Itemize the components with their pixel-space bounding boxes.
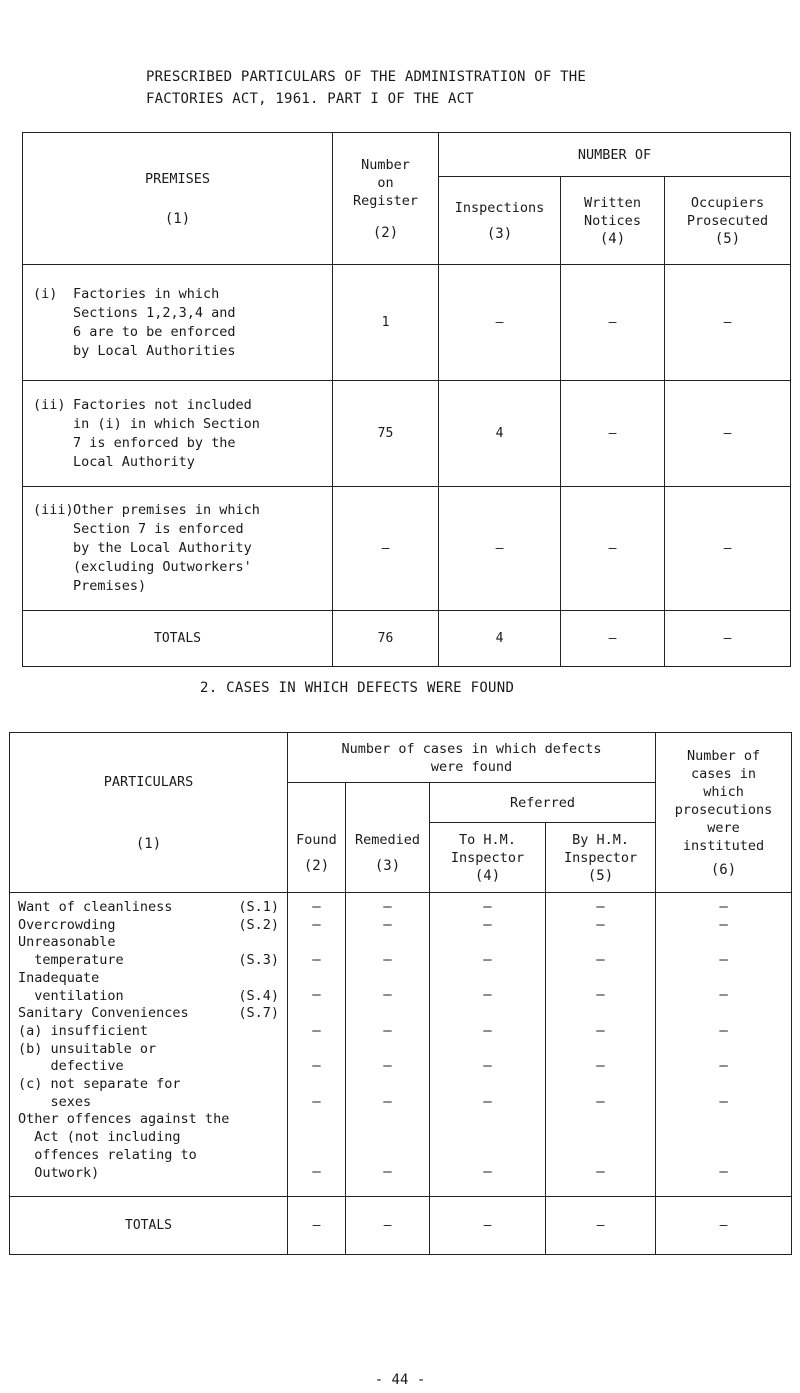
dash-value <box>430 970 545 988</box>
particulars-line <box>18 1058 287 1076</box>
dash-value <box>430 1005 545 1023</box>
particulars-text: Sanitary Conveniences <box>18 1005 189 1022</box>
dash-value <box>288 1129 345 1147</box>
particulars-line <box>18 1094 287 1112</box>
defects-table <box>9 732 792 1255</box>
dash-value: – <box>383 916 392 933</box>
particulars-text: Outwork) <box>18 1164 100 1181</box>
dash-value: – <box>312 1093 321 1110</box>
prosecuted-total: – <box>665 611 791 667</box>
dash-value <box>346 1005 429 1023</box>
particulars-line <box>18 917 287 935</box>
particulars-line <box>18 1023 287 1041</box>
dash-value <box>656 1111 791 1129</box>
dash-value: – <box>383 1058 392 1075</box>
dash-value: – <box>312 916 321 933</box>
dash-value <box>346 1076 429 1094</box>
premises-header: PREMISES (1) <box>23 133 333 265</box>
particulars-line <box>18 1041 287 1059</box>
remedied-header: Remedied (3) <box>346 783 430 893</box>
totals-label: TOTALS <box>23 611 333 667</box>
dash-value: – <box>483 952 492 969</box>
dash-value: – <box>483 1022 492 1039</box>
occupiers-prosecuted-header: Occupiers Prosecuted (5) <box>665 177 791 265</box>
page-number: - 44 - <box>374 1372 426 1388</box>
premises-cell: (iii) Other premises in which Section 7 is enforced by the Local Authority (excluding Outworkers' Premises) <box>23 487 333 611</box>
dash-value: – <box>383 952 392 969</box>
found-total: – <box>288 1197 346 1255</box>
particulars-line <box>18 1165 287 1183</box>
dash-value <box>346 1129 429 1147</box>
dash-value: – <box>596 916 605 933</box>
dash-value <box>656 1005 791 1023</box>
dash-value <box>288 970 345 988</box>
inspections-cell: 4 <box>439 381 561 487</box>
dash-value: – <box>483 1093 492 1110</box>
particulars-line <box>18 1076 287 1094</box>
dash-value <box>288 1111 345 1129</box>
dash-value: – <box>719 916 728 933</box>
particulars-text: Act (not including <box>18 1129 181 1146</box>
by-hm-inspector-header: By H.M. Inspector (5) <box>546 823 656 893</box>
particulars-text: Inadequate <box>18 969 100 986</box>
to-hm-total: – <box>430 1197 546 1255</box>
dash-value <box>288 1041 345 1059</box>
particulars-text: (c) not separate for <box>18 1076 181 1093</box>
dash-value <box>546 1076 655 1094</box>
dash-value: – <box>483 1164 492 1181</box>
dash-value: – <box>596 1022 605 1039</box>
dash-value <box>288 1147 345 1165</box>
prosecuted-cell: – <box>665 265 791 381</box>
dash-value: – <box>596 987 605 1004</box>
dash-value: – <box>596 952 605 969</box>
particulars-line <box>18 899 287 917</box>
dash-value: – <box>312 1022 321 1039</box>
dash-value <box>656 1076 791 1094</box>
particulars-line <box>18 970 287 988</box>
dash-value <box>346 934 429 952</box>
dash-value: – <box>383 899 392 915</box>
totals-label: TOTALS <box>10 1197 288 1255</box>
dash-value: – <box>483 916 492 933</box>
by-hm-total: – <box>546 1197 656 1255</box>
particulars-line <box>18 988 287 1006</box>
written-notices-header: Written Notices (4) <box>561 177 665 265</box>
remedied-cell <box>346 893 430 1197</box>
dash-value: – <box>596 1093 605 1110</box>
by-hm-cell <box>546 893 656 1197</box>
dash-value <box>346 970 429 988</box>
particulars-line <box>18 1129 287 1147</box>
register-total: 76 <box>333 611 439 667</box>
premises-cell: (i) Factories in which Sections 1,2,3,4 and 6 are to be enforced by Local Authorities <box>23 265 333 381</box>
table-row <box>23 381 791 487</box>
particulars-text: Other offences against the <box>18 1111 230 1128</box>
particulars-text: Unreasonable <box>18 934 116 951</box>
register-cell: – <box>333 487 439 611</box>
dash-value: – <box>719 1058 728 1075</box>
found-cell <box>288 893 346 1197</box>
dash-value <box>656 1147 791 1165</box>
dash-value <box>430 1129 545 1147</box>
inspections-cell: – <box>439 487 561 611</box>
register-cell: 1 <box>333 265 439 381</box>
dash-value <box>346 1111 429 1129</box>
prosecuted-cell: – <box>665 487 791 611</box>
title-line-1: PRESCRIBED PARTICULARS OF THE ADMINISTRATION OF THE <box>146 69 587 85</box>
dash-value <box>430 1076 545 1094</box>
dash-value <box>430 1147 545 1165</box>
dash-value <box>430 1111 545 1129</box>
notices-total: – <box>561 611 665 667</box>
dash-value <box>346 1041 429 1059</box>
particulars-text: temperature <box>18 952 124 969</box>
dash-value <box>546 934 655 952</box>
particulars-text: Overcrowding <box>18 916 116 933</box>
inspections-header: Inspections (3) <box>439 177 561 265</box>
dash-value: – <box>483 899 492 915</box>
prosecutions-header: Number of cases in which prosecutions were instituted (6) <box>656 733 792 893</box>
particulars-text: sexes <box>18 1093 92 1110</box>
dash-value <box>546 1129 655 1147</box>
dash-value: – <box>596 1058 605 1075</box>
section-heading: 2. CASES IN WHICH DEFECTS WERE FOUND <box>200 680 515 696</box>
notices-cell: – <box>561 265 665 381</box>
particulars-text: (a) insufficient <box>18 1022 149 1039</box>
dash-value <box>656 1129 791 1147</box>
cases-header: Number of cases in which defects were found <box>288 733 656 783</box>
particulars-text: (b) unsuitable or <box>18 1040 157 1057</box>
register-cell: 75 <box>333 381 439 487</box>
remedied-total: – <box>346 1197 430 1255</box>
dash-value: – <box>719 1164 728 1181</box>
dash-value: – <box>312 952 321 969</box>
particulars-header: PARTICULARS (1) <box>10 733 288 893</box>
dash-value: – <box>719 987 728 1004</box>
dash-value: – <box>312 1164 321 1181</box>
totals-row <box>10 1197 792 1255</box>
particulars-line <box>18 1111 287 1129</box>
dash-value: – <box>383 1022 392 1039</box>
dash-value <box>546 1041 655 1059</box>
dash-value: – <box>383 1093 392 1110</box>
dash-value <box>430 1041 545 1059</box>
dash-value: – <box>312 899 321 915</box>
section-ref: (S.3) <box>238 952 279 969</box>
dash-value <box>546 1147 655 1165</box>
notices-cell: – <box>561 381 665 487</box>
particulars-line <box>18 1147 287 1165</box>
section-ref: (S.4) <box>238 987 279 1004</box>
register-header: Number on Register (2) <box>333 133 439 265</box>
prosecuted-cell: – <box>665 381 791 487</box>
to-hm-inspector-header: To H.M. Inspector (4) <box>430 823 546 893</box>
prosecutions-cell <box>656 893 792 1197</box>
section-ref: (S.2) <box>238 916 279 933</box>
dash-value: – <box>596 1164 605 1181</box>
dash-value <box>546 1111 655 1129</box>
dash-value: – <box>596 899 605 915</box>
dash-value <box>288 1005 345 1023</box>
dash-value: – <box>312 987 321 1004</box>
section-ref: (S.1) <box>238 899 279 915</box>
dash-value: – <box>719 1093 728 1110</box>
title-line-2: FACTORIES ACT, 1961. PART I OF THE ACT <box>146 91 474 107</box>
particulars-text: Want of cleanliness <box>18 899 173 915</box>
section-ref: (S.7) <box>238 1005 279 1022</box>
premises-cell: (ii) Factories not included in (i) in which Section 7 is enforced by the Local Authority <box>23 381 333 487</box>
prosecutions-total: – <box>656 1197 792 1255</box>
particulars-text: offences relating to <box>18 1146 197 1163</box>
particulars-cell <box>10 893 288 1197</box>
dash-value <box>546 1005 655 1023</box>
found-header: Found (2) <box>288 783 346 893</box>
dash-value: – <box>383 1164 392 1181</box>
dash-value: – <box>312 1058 321 1075</box>
inspections-cell: – <box>439 265 561 381</box>
particulars-text: ventilation <box>18 987 124 1004</box>
number-of-header: NUMBER OF <box>439 133 791 177</box>
particulars-line <box>18 934 287 952</box>
particulars-text: defective <box>18 1058 124 1075</box>
dash-value: – <box>719 899 728 915</box>
dash-value: – <box>483 1058 492 1075</box>
inspections-total: 4 <box>439 611 561 667</box>
particulars-line <box>18 1005 287 1023</box>
dash-value <box>656 1041 791 1059</box>
dash-value <box>288 934 345 952</box>
table-row <box>23 265 791 381</box>
dash-value <box>656 970 791 988</box>
dash-value <box>430 934 545 952</box>
dash-value <box>346 1147 429 1165</box>
dash-value <box>288 1076 345 1094</box>
dash-value: – <box>719 1022 728 1039</box>
notices-cell: – <box>561 487 665 611</box>
totals-row <box>23 611 791 667</box>
particulars-line <box>18 952 287 970</box>
table-row <box>23 487 791 611</box>
dash-value: – <box>483 987 492 1004</box>
dash-value <box>546 970 655 988</box>
page-title <box>146 66 666 110</box>
dash-value: – <box>719 952 728 969</box>
premises-table <box>22 132 791 667</box>
dash-value: – <box>383 987 392 1004</box>
table-row <box>10 893 792 1197</box>
dash-value <box>656 934 791 952</box>
to-hm-cell <box>430 893 546 1197</box>
referred-header: Referred <box>430 783 656 823</box>
